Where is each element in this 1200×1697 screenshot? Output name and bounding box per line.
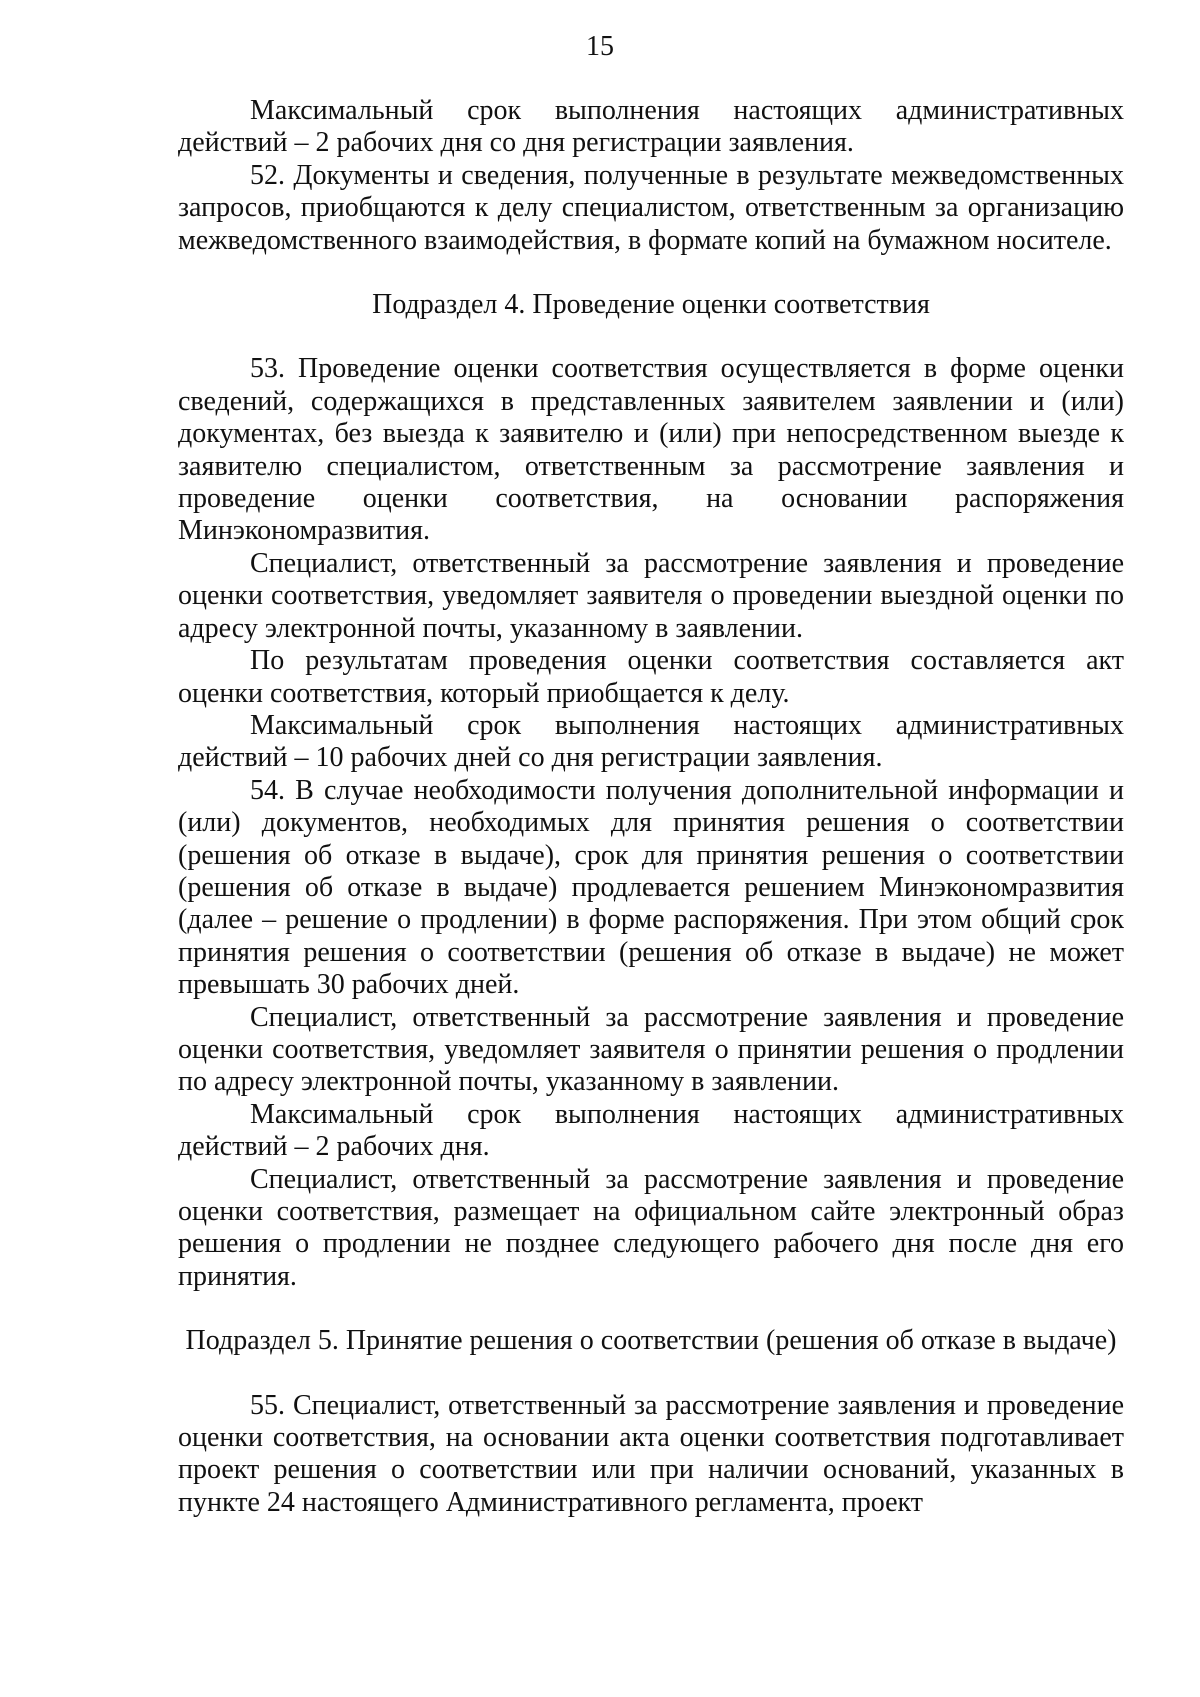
- paragraph: Специалист, ответственный за рассмотрение заявления и проведение оценки соответствия, уведомляет заявителя о принятии решения о продлении по адресу электронной почты, указанному в заявлении.: [178, 1001, 1124, 1098]
- document-body: [178, 95, 1124, 1519]
- paragraph: По результатам проведения оценки соответствия составляется акт оценки соответствия, который приобщается к делу.: [178, 645, 1124, 709]
- paragraph-52: 52. Документы и сведения, полученные в результате межведомственных запросов, приобщаются к делу специалистом, ответственным за организацию межведомственного взаимодействия, в формате копий на бумажном носителе.: [178, 159, 1124, 256]
- paragraph: Специалист, ответственный за рассмотрение заявления и проведение оценки соответствия, уведомляет заявителя о проведении выездной оценки по адресу электронной почты, указанному в заявлении.: [178, 547, 1124, 644]
- paragraph-55: 55. Специалист, ответственный за рассмотрение заявления и проведение оценки соответствия, на основании акта оценки соответствия подготавливает проект решения о соответствии или при наличии оснований, указанных в пункте 24 настоящего Административного регламента, проект: [178, 1389, 1124, 1518]
- paragraph: Максимальный срок выполнения настоящих административных действий – 2 рабочих дня со дня регистрации заявления.: [178, 95, 1124, 159]
- page-number: 15: [586, 31, 614, 62]
- paragraph-54: 54. В случае необходимости получения дополнительной информации и (или) документов, необходимых для принятия решения о соответствии (решения об отказе в выдаче), срок для принятия решения о соответствии (решения об отказе в выдаче) продлевается решением Минэкономразвития (далее – решение о продлении) в форме распоряжения. При этом общий срок принятия решения о соответствии (решения об отказе в выдаче) не может превышать 30 рабочих дней.: [178, 774, 1124, 1001]
- subsection-heading-4: Подраздел 4. Проведение оценки соответствия: [372, 289, 930, 321]
- paragraph: Специалист, ответственный за рассмотрение заявления и проведение оценки соответствия, размещает на официальном сайте электронный образ решения о продлении не позднее следующего рабочего дня после дня его принятия.: [178, 1163, 1124, 1292]
- paragraph-53: 53. Проведение оценки соответствия осуществляется в форме оценки сведений, содержащихся в представленных заявителем заявлении и (или) документах, без выезда к заявителю и (или) при непосредственном выезде к заявителю специалистом, ответственным за рассмотрение заявления и проведение оценки соответствия, на основании распоряжения Минэкономразвития.: [178, 353, 1124, 547]
- subsection-heading-5: Подраздел 5. Принятие решения о соответствии (решения об отказе в выдаче): [185, 1325, 1117, 1357]
- paragraph: Максимальный срок выполнения настоящих административных действий – 10 рабочих дней со дня регистрации заявления.: [178, 709, 1124, 774]
- paragraph: Максимальный срок выполнения настоящих административных действий – 2 рабочих дня.: [178, 1098, 1124, 1163]
